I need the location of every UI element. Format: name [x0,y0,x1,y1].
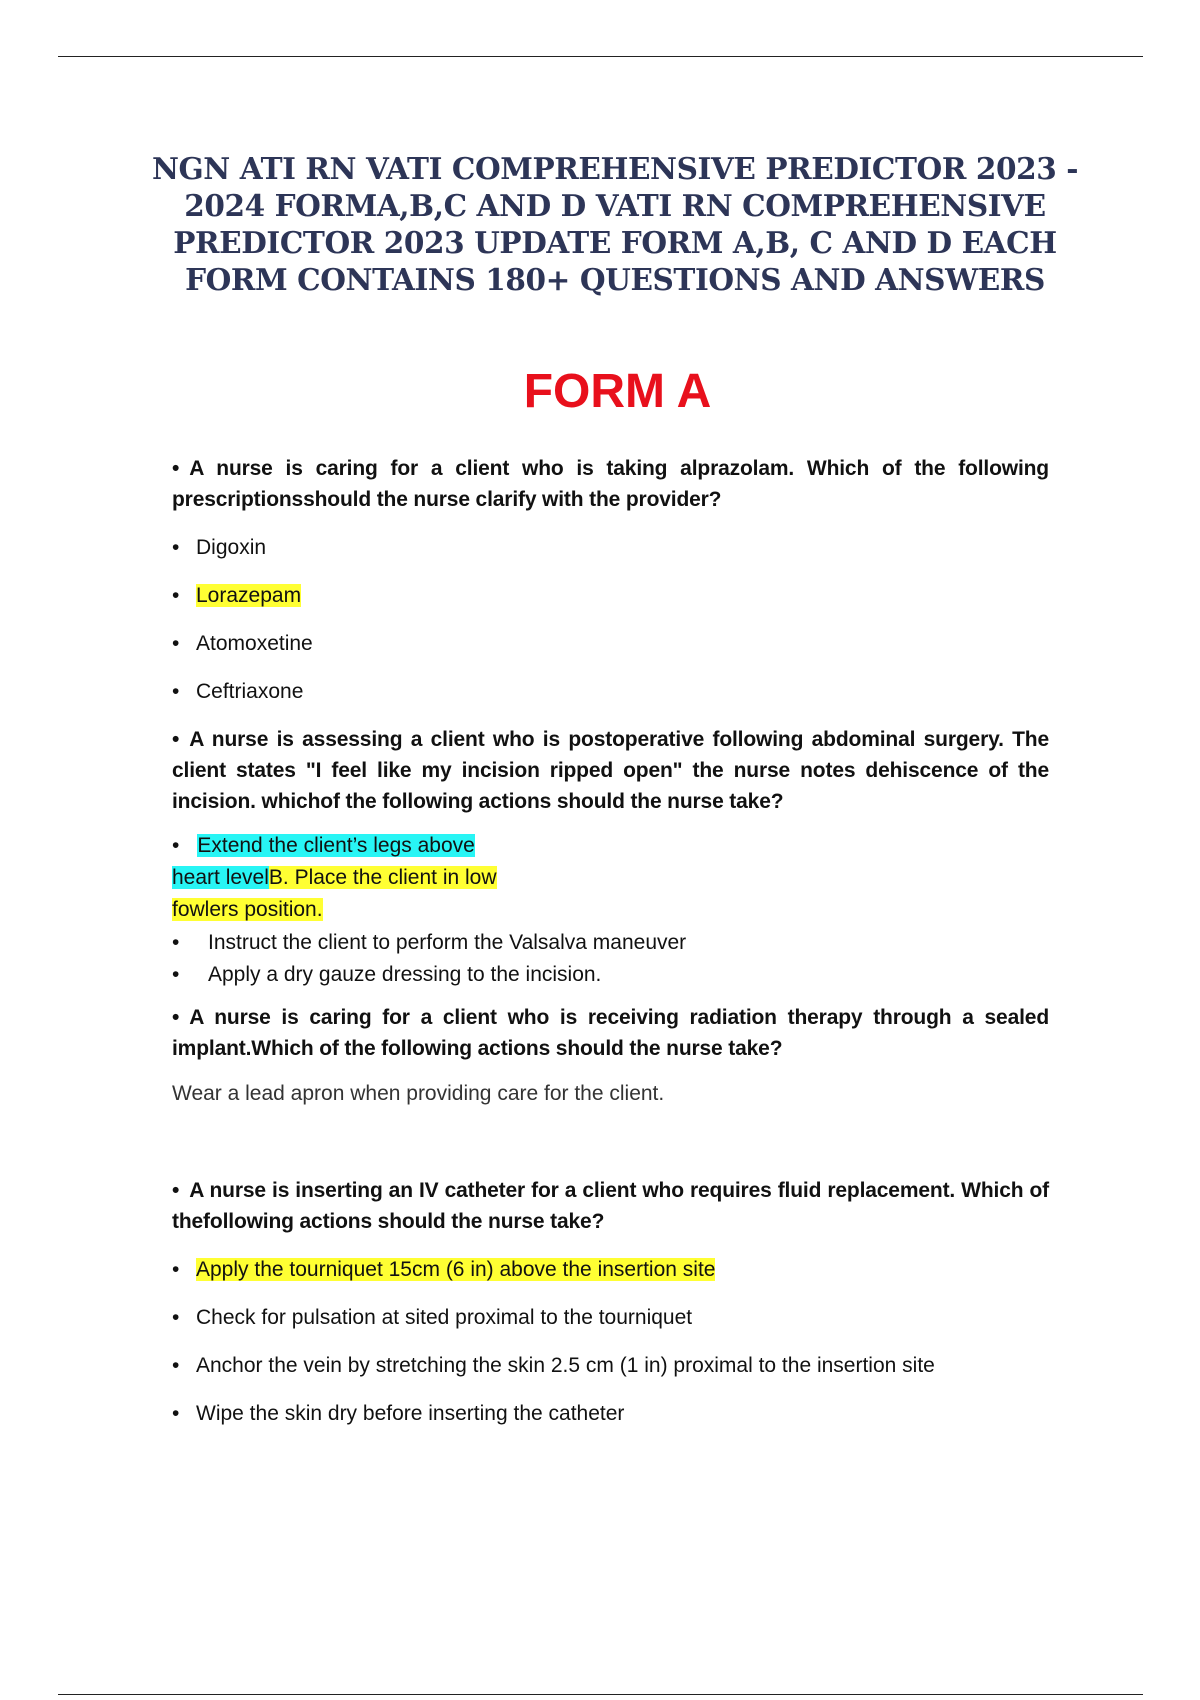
bullet: • [172,728,180,751]
option: • Wipe the skin dry before inserting the catheter [172,1398,1049,1429]
bullet: • [172,1179,180,1202]
option: • Digoxin [172,532,1049,563]
option: • Atomoxetine [172,628,1049,659]
question-3 [172,1002,1049,1064]
top-rule [58,56,1143,57]
form-heading: FORM A [523,365,712,418]
highlighted-answer: Apply the tourniquet 15cm (6 in) above the insertion site [196,1258,716,1281]
bullet: • [172,1006,180,1029]
bottom-rule [58,1694,1143,1695]
document-title [120,150,1110,298]
question-1 [172,453,1049,515]
option: • Apply a dry gauze dressing to the incision. [172,959,1049,990]
question-4 [172,1175,1049,1237]
title-line: NGN ATI RN VATI COMPREHENSIVE PREDICTOR 2023 - [151,151,1079,186]
option: • Ceftriaxone [172,676,1049,707]
title-line: PREDICTOR 2023 UPDATE FORM A,B, C AND D EACH [173,225,1057,260]
question-2-options [172,927,1049,990]
option-correct [172,1254,1049,1285]
highlighted-answer: heart level [172,866,269,889]
option-correct [172,580,1049,611]
question-list [172,453,1049,1429]
highlighted-answer: Lorazepam [196,584,302,607]
question-3-answer: Wear a lead apron when providing care for the client. [172,1082,665,1105]
highlighted-answer: Extend the client’s legs above [197,834,475,857]
title-line: FORM CONTAINS 180+ QUESTIONS AND ANSWERS [185,262,1045,297]
question-text: A nurse is caring for a client who is receiving radiation therapy through a sealed implant.Which of the following actions should the nurse take? [172,1006,1049,1060]
question-text: A nurse is inserting an IV catheter for a client who requires fluid replacement. Which of thefollowing actions should the nurse take? [172,1179,1049,1233]
highlighted-answer: fowlers position. [172,898,323,921]
highlighted-answer: B. Place the client in low [268,866,497,889]
option: • Instruct the client to perform the Valsalva maneuver [172,927,1049,958]
bullet: • [172,457,180,480]
question-4-options [172,1254,1049,1429]
question-1-options [172,532,1049,707]
question-2-answer [172,830,1049,926]
bullet: • [172,834,180,857]
title-line: 2024 FORMA,B,C AND D VATI RN COMPREHENSIVE [184,188,1046,223]
question-text: A nurse is caring for a client who is taking alprazolam. Which of the following prescriptionsshould the nurse clarify with the provider? [172,457,1049,511]
option: • Anchor the vein by stretching the skin 2.5 cm (1 in) proximal to the insertion site [172,1350,1049,1381]
question-2 [172,724,1049,817]
question-text: A nurse is assessing a client who is postoperative following abdominal surgery. The client states "I feel like my incision ripped open" the nurse notes dehiscence of the incision. whichof the following actions should the nurse take? [172,728,1049,813]
option: • Check for pulsation at sited proximal to the tourniquet [172,1302,1049,1333]
